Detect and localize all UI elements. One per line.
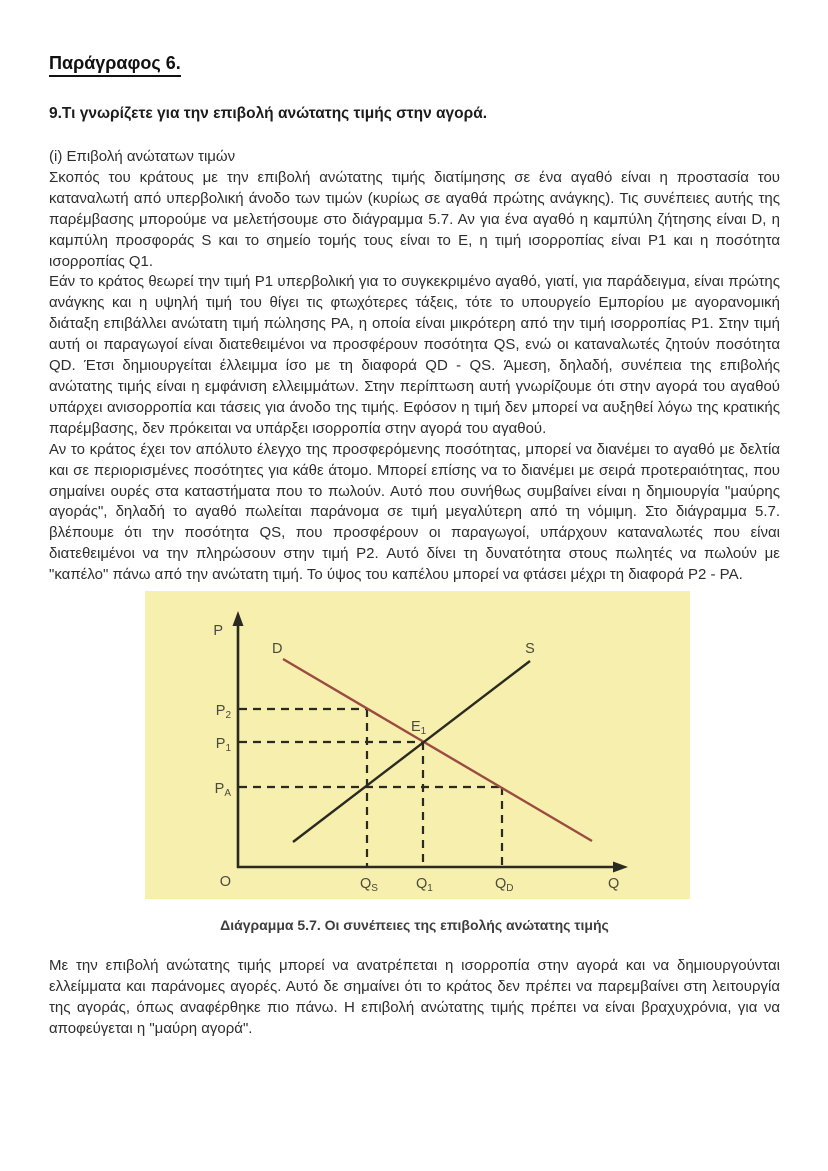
paragraph-2: Εάν το κράτος θεωρεί την τιμή P1 υπερβολική για το συγκεκριμένο αγαθό, γιατί, για παράδειγμα, είναι πρώτης ανάγκης και η υψηλή τιμή του θίγει τις φτωχότερες τάξεις, τότε το υπουργείο Εμπορίου με αγορανομική διάταξη επιβάλλει ανώτατη τιμή πώλησης PA, η οποία είναι μικρότερη από την τιμή ισορροπίας P1. Στην τιμή αυτή οι παραγωγοί είναι διατεθειμένοι να προσφέρουν ποσότητα QS, ενώ οι καταναλωτές ζητούν ποσότητα QD. Έτσι δημιουργείται έλλειμμα ίσο με τη διαφορά QD - QS. Άμεση, δηλαδή, συνέπεια της επιβολής ανώτατης τιμής είναι η εμφάνιση ελλειμμάτων. Στην περίπτωση αυτή γνωρίζουμε ότι στην αγορά του αγαθού υπάρχει ανισορροπία και τάσεις για άνοδο της τιμής. Εφόσον η τιμή δεν μπορεί να αυξηθεί λόγω της κρατικής παρέμβασης, δεν πρόκειται να υπάρξει ισορροπία στην αγορά του αγαθού. [49,273,780,437]
subheading: (i) Επιβολή ανώτατων τιμών [49,148,236,165]
label-qs-main: Q [360,876,372,893]
label-p2-main: P [215,703,226,720]
label-pa-main: P [214,781,225,798]
label-price-axis: P [213,623,223,640]
section-heading-text: Παράγραφος 6. [49,52,181,77]
closing-paragraph: Με την επιβολή ανώτατης τιμής μπορεί να ανατρέπεται η ισορροπία στην αγορά και να δημιουργούνται ελλείμματα και παράνομες αγορές. Αυτό δε σημαίνει ότι το κράτος δεν πρέπει να παρεμβαίνει στη λειτουργία της αγοράς, όπως αναφέρθηκε πιο πάνω. Η επιβολή ανώτατης τιμής πρέπει να είναι βραχυχρόνια, για να αποφεύγεται η "μαύρη αγορά". [49,957,780,1037]
label-quantity-axis: Q [608,876,620,893]
paragraph-1: Σκοπός του κράτους με την επιβολή ανώτατης τιμής διατίμησης σε ένα αγαθό είναι η προστασία του καταναλωτή από υπερβολική άνοδο των τιμών (κυρίως σε αγαθά πρώτης ανάγκης). Τις συνέπειες αυτής της παρέμβασης μπορούμε να μελετήσουμε στο διάγραμμα 5.7. Αν για ένα αγαθό η καμπύλη ζήτησης είναι D, η καμπύλη προσφοράς S και το σημείο τομής τους είναι το Ε, η τιμή ισορροπίας είναι P1 και η ποσότητα ισορροπίας Q1. [49,168,780,270]
label-equilibrium-main: E [411,719,421,736]
label-p2-sub: 2 [225,710,231,722]
label-supply-curve: S [525,641,535,658]
label-p1-sub: 1 [225,743,231,755]
label-origin: O [219,874,231,891]
supply-demand-diagram [145,591,690,899]
question-heading: 9.Τι γνωρίζετε για την επιβολή ανώτατης τιμής στην αγορά. [49,105,488,122]
diagram-panel [145,591,690,899]
label-q1-main: Q [416,876,428,893]
diagram-caption: Διάγραμμα 5.7. Οι συνέπειες της επιβολής ανώτατης τιμής [220,917,609,934]
label-p1-main: P [215,736,226,753]
section-heading [49,52,780,77]
page-content [49,52,780,1040]
label-qs-sub: S [371,883,378,895]
label-qd-sub: D [506,883,514,895]
label-pa-sub: A [224,788,231,800]
paragraph-3: Αν το κράτος έχει τον απόλυτο έλεγχο της προσφερόμενης ποσότητας, μπορεί να διανέμει το αγαθό με δελτία και σε περιορισμένες ποσότητες για κάθε άτομο. Μπορεί επίσης να το διανέμει με σειρά προτεραιότητας, που σημαίνει ουρές στα καταστήματα που το πωλούν. Αυτό που συνήθως συμβαίνει είναι η δημιουργία "μαύρης αγοράς", δηλαδή το αγαθό πωλείται παράνομα σε τιμή μεγαλύτερη από τη νόμιμη. Στο διάγραμμα 5.7. βλέπουμε ότι την ποσότητα QS, που προσφέρουν οι παραγωγοί, υπάρχουν καταναλωτές που είναι διατεθειμένοι να την πληρώσουν στην τιμή P2. Αυτό δίνει τη δυνατότητα στους πωλητές να πωλούν με "καπέλο" πάνω από την ανώτατη τιμή. Το ύψος του καπέλου μπορεί να φτάσει μέχρι τη διαφορά P2 - PA. [49,440,780,584]
label-equilibrium-sub: 1 [420,726,427,738]
label-qd-main: Q [495,876,507,893]
label-demand-curve: D [272,641,283,658]
diagram-figure [49,591,780,934]
label-q1-sub: 1 [427,883,433,895]
